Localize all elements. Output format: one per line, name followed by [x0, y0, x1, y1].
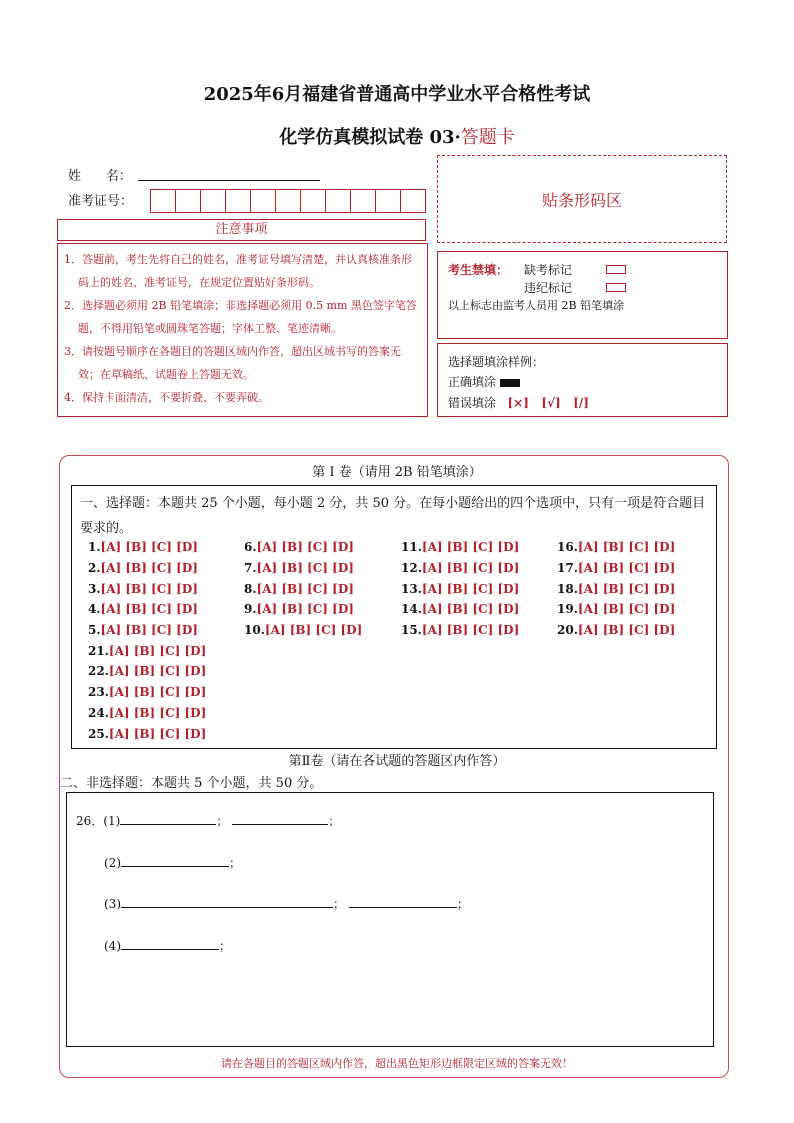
section2-subtitle: 二、非选择题：本题共 5 个小题，共 50 分。 — [60, 776, 323, 791]
answer-options[interactable]: [A] [B] [C] [D] — [421, 602, 520, 616]
answer-options[interactable]: [A] [B] [C] [D] — [108, 685, 207, 699]
q26-1-blank-a[interactable] — [120, 812, 216, 825]
question-number: 3. — [88, 582, 101, 596]
choice-item[interactable] — [88, 540, 198, 554]
barcode-label: 贴条形码区 — [541, 190, 622, 210]
id-digit-box[interactable] — [150, 189, 176, 213]
question-number: 14. — [401, 602, 422, 616]
notice-item: 2．选择题必须用 2B 铅笔填涂；非选择题必须用 0.5 mm 黑色签字笔答题，不得用铅笔或圆珠笔答题；字体工整、笔迹清晰。 — [64, 299, 417, 335]
separator: ； — [229, 856, 242, 870]
question-number: 8. — [244, 582, 257, 596]
question-number: 7. — [244, 561, 257, 575]
answer-options[interactable]: [A] [B] [C] [D] — [100, 540, 198, 554]
choice-item[interactable] — [88, 706, 206, 720]
question-number: 22. — [88, 664, 109, 678]
correct-fill-label: 正确填涂 — [448, 375, 497, 389]
choice-item[interactable] — [244, 561, 354, 575]
id-digit-box[interactable] — [300, 189, 326, 213]
id-digit-box[interactable] — [250, 189, 276, 213]
q26-part4 — [104, 937, 231, 954]
choice-item[interactable] — [244, 602, 354, 616]
question-number: 5. — [88, 623, 101, 637]
id-digit-box[interactable] — [325, 189, 351, 213]
answer-options[interactable]: [A] [B] [C] [D] — [100, 582, 198, 596]
q26-answer-box[interactable] — [66, 792, 714, 1047]
question-number: 10. — [244, 623, 265, 637]
name-field[interactable] — [138, 179, 320, 181]
question-number: 6. — [244, 540, 257, 554]
notice-item: 1．答题前，考生先将自己的姓名，准考证号填写清楚，并认真核准条形码上的姓名、准考证号，在规定位置贴好条形码。 — [64, 253, 412, 289]
choice-item[interactable] — [244, 582, 354, 596]
answer-options[interactable]: [A] [B] [C] [D] — [264, 623, 363, 637]
choice-item[interactable] — [88, 582, 198, 596]
q26-1-blank-b[interactable] — [232, 812, 328, 825]
choice-item[interactable] — [88, 561, 198, 575]
id-digit-box[interactable] — [275, 189, 301, 213]
wrong-fill-samples: [×] [√] [/] — [507, 396, 589, 410]
name-label: 姓 名： — [68, 169, 132, 184]
examiner-only-box — [437, 251, 728, 339]
paper-title — [0, 123, 794, 149]
choice-item[interactable] — [88, 623, 198, 637]
answer-options[interactable]: [A] [B] [C] [D] — [577, 602, 676, 616]
absent-mark-box[interactable] — [606, 265, 626, 274]
choice-item[interactable] — [401, 623, 519, 637]
question-number: 19. — [557, 602, 578, 616]
separator: ； — [219, 939, 232, 953]
question-number: 21. — [88, 644, 109, 658]
answer-options[interactable]: [A] [B] [C] [D] — [577, 561, 676, 575]
violation-mark-box[interactable] — [606, 283, 626, 292]
question-number: 11. — [401, 540, 422, 554]
fill-sample-box — [437, 343, 728, 417]
answer-options[interactable]: [A] [B] [C] [D] — [256, 540, 354, 554]
paper-title-suffix: 答题卡 — [460, 127, 515, 148]
question-number: 1. — [88, 540, 101, 554]
answer-options[interactable]: [A] [B] [C] [D] — [421, 540, 520, 554]
answer-options[interactable]: [A] [B] [C] [D] — [108, 706, 207, 720]
question-number: 16. — [557, 540, 578, 554]
answer-options[interactable]: [A] [B] [C] [D] — [256, 561, 354, 575]
correct-fill-sample — [500, 379, 520, 387]
id-label: 准考证号： — [68, 194, 134, 209]
choice-item[interactable] — [244, 540, 354, 554]
choice-item[interactable] — [557, 540, 675, 554]
notice-item: 3．请按题号顺序在各题目的答题区域内作答，超出区域书写的答案无效；在草稿纸、试题卷上答题无效。 — [64, 345, 401, 381]
choice-item[interactable] — [557, 623, 675, 637]
question-number: 18. — [557, 582, 578, 596]
id-digit-box[interactable] — [225, 189, 251, 213]
choice-item[interactable] — [88, 664, 206, 678]
choice-item[interactable] — [88, 727, 206, 741]
question-number: 9. — [244, 602, 257, 616]
question-number: 17. — [557, 561, 578, 575]
question-number: 13. — [401, 582, 422, 596]
q26-3-blank-a[interactable] — [121, 895, 333, 908]
answer-options[interactable]: [A] [B] [C] [D] — [256, 582, 354, 596]
q26-3-blank-b[interactable] — [349, 895, 457, 908]
question-number: 25. — [88, 727, 109, 741]
answer-options[interactable]: [A] [B] [C] [D] — [577, 623, 676, 637]
section2-title: 第Ⅱ卷（请在各试题的答题区内作答） — [288, 754, 506, 769]
forbid-note: 以上标志由监考人员用 2B 铅笔填涂 — [448, 299, 625, 312]
choice-item[interactable] — [88, 685, 206, 699]
choice-item[interactable] — [88, 602, 198, 616]
separator: ； — [216, 814, 229, 828]
answer-options[interactable]: [A] [B] [C] [D] — [108, 727, 207, 741]
q26-2-blank[interactable] — [121, 854, 229, 867]
section1-title: 第 I 卷（请用 2B 铅笔填涂） — [312, 465, 482, 480]
question-number: 23. — [88, 685, 109, 699]
question-number: 2. — [88, 561, 101, 575]
q26-part3-number: (3) — [104, 897, 121, 911]
q26-part4-number: (4) — [104, 939, 121, 953]
answer-options[interactable]: [A] [B] [C] [D] — [577, 540, 676, 554]
id-number-boxes[interactable] — [151, 189, 426, 213]
notice-box — [57, 243, 428, 417]
id-digit-box[interactable] — [375, 189, 401, 213]
violation-mark-label: 违纪标记 — [524, 281, 573, 295]
forbid-label: 考生禁填： — [448, 263, 509, 277]
answer-options[interactable]: [A] [B] [C] [D] — [256, 602, 354, 616]
q26-part1 — [76, 812, 340, 829]
barcode-area — [437, 155, 727, 243]
answer-options[interactable]: [A] [B] [C] [D] — [108, 644, 207, 658]
id-digit-box[interactable] — [175, 189, 201, 213]
exam-title: 2025年6月福建省普通高中学业水平合格性考试 — [203, 84, 591, 105]
question-number: 12. — [401, 561, 422, 575]
separator: ； — [333, 897, 346, 911]
answer-options[interactable]: [A] [B] [C] [D] — [100, 561, 198, 575]
answer-options[interactable]: [A] [B] [C] [D] — [421, 561, 520, 575]
choice-item[interactable] — [401, 602, 519, 616]
separator: ； — [328, 814, 341, 828]
paper-title-main: 化学仿真模拟试卷 03· — [279, 127, 461, 148]
q26-part2 — [104, 854, 241, 871]
choice-item[interactable] — [557, 602, 675, 616]
question-number: 24. — [88, 706, 109, 720]
q26-part2-number: (2) — [104, 856, 121, 870]
id-digit-box[interactable] — [350, 189, 376, 213]
answer-options[interactable]: [A] [B] [C] [D] — [100, 623, 198, 637]
answer-options[interactable]: [A] [B] [C] [D] — [577, 582, 676, 596]
separator: ； — [456, 897, 469, 911]
answer-options[interactable]: [A] [B] [C] [D] — [421, 623, 520, 637]
choice-item[interactable] — [88, 644, 206, 658]
question-number: 15. — [401, 623, 422, 637]
choice-item[interactable] — [401, 561, 519, 575]
q26-4-blank[interactable] — [121, 937, 219, 950]
choice-item[interactable] — [244, 623, 362, 637]
id-digit-box[interactable] — [200, 189, 226, 213]
q26-part3 — [104, 895, 469, 912]
choice-instructions: 一、选择题：本题共 25 个小题，每小题 2 分，共 50 分。在每小题给出的四个选项中，只有一项是符合题目要求的。 — [80, 496, 706, 536]
notice-item: 4．保持卡面清洁，不要折叠、不要弄破。 — [64, 391, 269, 404]
choice-item[interactable] — [401, 582, 519, 596]
question-number: 20. — [557, 623, 578, 637]
answer-options[interactable]: [A] [B] [C] [D] — [421, 582, 520, 596]
wrong-fill-label: 错误填涂 — [448, 396, 497, 410]
q26-number: 26．(1) — [76, 814, 121, 828]
answer-options[interactable]: [A] [B] [C] [D] — [100, 602, 198, 616]
absent-mark-label: 缺考标记 — [524, 263, 573, 277]
sample-title: 选择题填涂样例： — [448, 355, 545, 369]
question-number: 4. — [88, 602, 101, 616]
id-digit-box[interactable] — [400, 189, 426, 213]
footer-warning: 请在各题目的答题区域内作答，超出黑色矩形边框限定区域的答案无效！ — [221, 1057, 573, 1070]
choice-item[interactable] — [401, 540, 519, 554]
choice-item[interactable] — [557, 561, 675, 575]
notice-title: 注意事项 — [57, 219, 426, 241]
answer-options[interactable]: [A] [B] [C] [D] — [108, 664, 207, 678]
choice-item[interactable] — [557, 582, 675, 596]
